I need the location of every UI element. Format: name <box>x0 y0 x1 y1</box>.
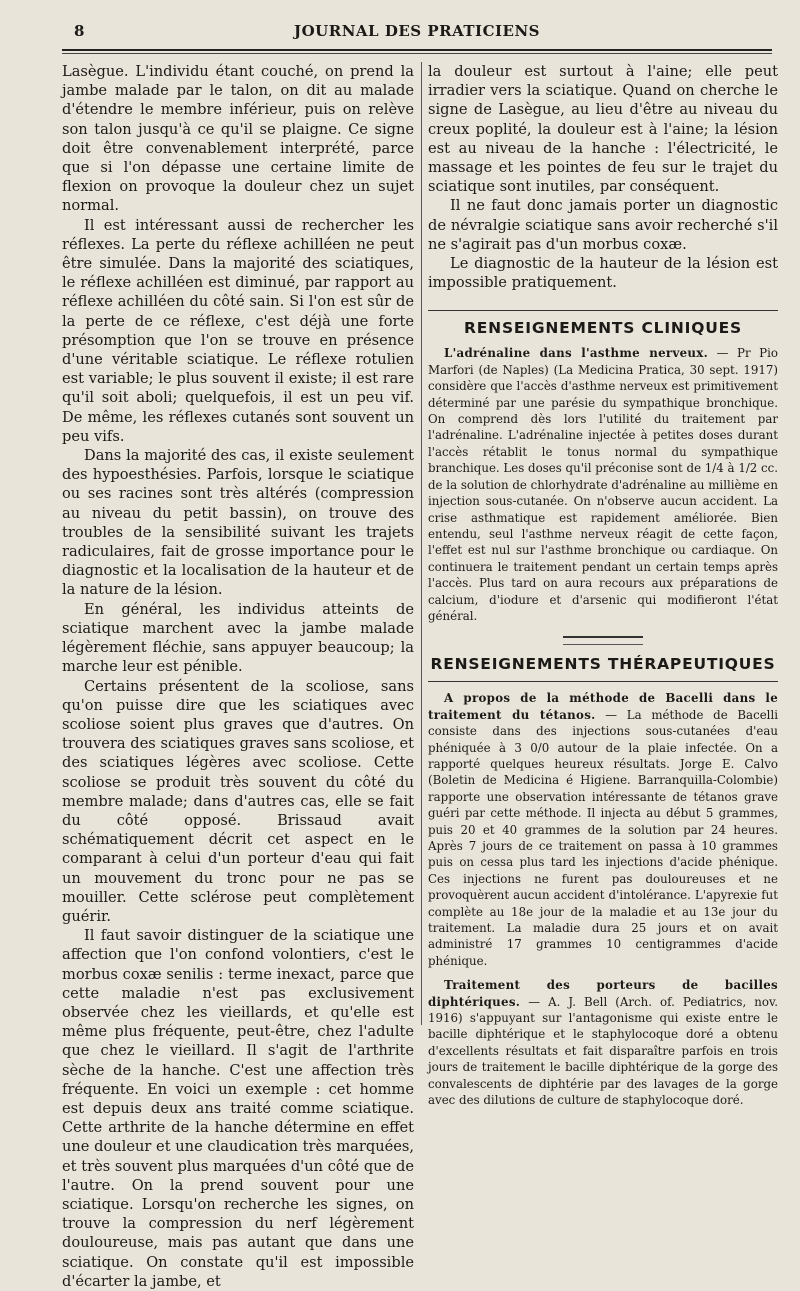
article-title-adrenaline: L'adrénaline dans l'asthme nerveux. <box>444 346 709 361</box>
paragraph-hypoesthesies: Dans la majorité des cas, il existe seulement des hypoesthésies. Parfois, lorsque le sciatique ou ses racines sont très altérés (compression au niveau du petit bassin), on trouve des troubles de la sensibilité suivant les trajets radiculaires, fait de grosse importance pour le diagnostic et la localisation de la hauteur et de la nature de la lésion. <box>62 447 414 599</box>
paragraph-hauteur-lesion: Le diagnostic de la hauteur de la lésion est impossible pratiquement. <box>428 255 778 292</box>
article-body-bacelli: — La méthode de Bacelli consiste dans des injections sous-cutanées d'eau phéniquée à 3 0/0 autour de la plaie infectée. On a rapporté quelques heureux résultats. Jorge E. Calvo (Boletin de Medicina é Higiene. Barranquilla-Colombie) rapporte une observation intéressante de tétanos grave guéri par cette méthode. Il injecta au début 5 grammes, puis 20 et 40 grammes de la solution par 24 heures. Après 7 jours de ce traitement on passa à 10 grammes puis on cessa plus tard les injections d'acide phénique. Ces injections ne furent pas douloureuses et ne provoquèrent aucun accident d'intolérance. L'apyrexie fut complète au 18e jour de la maladie et au 13e jour du traitement. La maladie dura 25 jours et on avait administré 17 grammes 10 centigrammes d'acide phénique. <box>428 707 778 968</box>
page-header <box>62 20 772 46</box>
section-title-cliniques: RENSEIGNEMENTS CLINIQUES <box>464 319 742 338</box>
paragraph-reflexes: Il est intéressant aussi de rechercher les réflexes. La perte du réflexe achilléen ne peut être simulée. Dans la majorité des sciatiques, le réflexe achilléen est diminué, par rapport au réflexe achilléen du côté sain. Si l'on est sûr de la perte de ce réflexe, c'est déjà une forte présomption que l'on se trouve en présence d'une véritable sciatique. Le réflexe rotulien est variable; le plus souvent il existe; il est rare qu'il soit aboli; quelquefois, il est un peu vif. De même, les réflexes cutanés sont souvent un peu vifs. <box>62 216 414 445</box>
separator-bar-thin <box>563 644 643 645</box>
header-rule-thin <box>62 53 772 54</box>
paragraph-douleur-aine: la douleur est surtout à l'aine; elle peut irradier vers la sciatique. Quand on cherche le signe de Lasègue, au lieu d'être au niveau du creux poplité, la douleur est à l'aine; la lésion est au niveau de la hanche : l'électricité, le massage et les pointes de feu sur le trajet du sciatique sont inutiles, par conséquent. <box>428 63 778 196</box>
article-body-adrenaline: — Pr Pio Marfori (de Naples) (La Medicina Pratica, 30 sept. 1917) considère que l'accès d'asthme nerveux est primitivement déterminé par une parésie du sympathique bronchique. On comprend dès lors l'utilité du traitement par l'adrénaline. L'adrénaline injectée à petites doses durant l'accès rétablit le tonus normal du sympathique branchique. Les doses qu'il préconise sont de 1/4 à 1/2 cc. de la solution de chlorhydrate d'adrénaline au millième en injection sous-cutanée. On n'observe aucun accident. La crise asthmatique est rapidement améliorée. Bien entendu, seul l'asthme nerveux réagit de cette façon, l'effet est nul sur l'asthme bronchique ou cardiaque. On continuera le traitement pendant un certain temps après l'accès. Plus tard on aura recours aux préparations de calcium, d'iodure et d'arsenic qui modifieront l'état général. <box>428 346 779 623</box>
paragraph-marche: En général, les individus atteints de sciatique marchent avec la jambe malade légèrement fléchie, sans appuyer beaucoup; la marche leur est pénible. <box>62 600 414 676</box>
left-column <box>62 62 414 1291</box>
article-title-diphteriques: Traitement des porteurs de bacilles diphtériques. <box>428 978 778 1009</box>
article-bacelli <box>428 690 778 969</box>
separator-bar <box>563 636 643 638</box>
right-column <box>428 62 778 1109</box>
paragraph-scoliose: Certains présentent de la scoliose, sans qu'on puisse dire que les sciatiques avec scoliose soient plus graves que d'autres. On trouvera des sciatiques graves sans scoliose, et des sciatiques légères avec scoliose. Cette scoliose se produit très souvent du côté du membre malade; dans d'autres cas, elle se fait du côté opposé. Brissaud avait schématiquement décrit cet aspect en le comparant à celui d'un porteur d'eau qui fait un mouvement du tronc pour ne pas se mouiller. Cette sclérose peut complètement guérir. <box>62 677 414 925</box>
article-title-bacelli: A propos de la méthode de Bacelli dans le traitement du tétanos. <box>428 691 778 722</box>
journal-title: JOURNAL DES PRATICIENS <box>294 22 540 40</box>
header-rule <box>62 49 772 51</box>
article-body-diphteriques: — A. J. Bell (Arch. of. Pediatrics, nov. 1916) s'appuyant sur l'antagonisme qui existe entre le bacille diphtérique et le staphylocoque doré a obtenu d'excellents résultats et fait disparaître parfois en trois jours de traitement le bacille diphtérique de la gorge des convalescents de diphtérie par des lavages de la gorge avec des dilutions de culture de staphylocoque doré. <box>428 994 778 1108</box>
section-title-therapeutiques: RENSEIGNEMENTS THÉRAPEUTIQUES <box>430 655 776 674</box>
paragraph-morbus-coxae: Il faut savoir distinguer de la sciatique une affection que l'on confond volontiers, c'est le morbus coxæ senilis : terme inexact, parce que cette maladie n'est pas exclusivement observée chez les vieillards, et qu'elle est même plus fréquente, peut-être, chez l'adulte que chez le vieillard. Il s'agit de l'arthrite sèche de la hanche. C'est une affection très fréquente. En voici un exemple : cet homme est depuis deux ans traité comme sciatique. Cette arthrite de la hanche détermine en effet une douleur et une claudication très marquées, et très souvent plus marquées d'un côté que de l'autre. On la prend souvent pour une sciatique. Lorsqu'on recherche les signes, on trouve la compression du nerf légèrement douloureuse, mais pas autant que dans une sciatique. On constate qu'il est impossible d'écarter la jambe, et <box>62 927 414 1290</box>
column-divider <box>421 62 422 1025</box>
section-cliniques <box>428 310 778 645</box>
section-rule <box>428 310 778 311</box>
article-adrenaline <box>428 345 778 624</box>
paragraph-diagnostic-nevralgie: Il ne faut donc jamais porter un diagnostic de névralgie sciatique sans avoir recherché s'il ne s'agirait pas d'un morbus coxæ. <box>428 197 778 253</box>
paragraph-lasegue: Lasègue. L'individu étant couché, on prend la jambe malade par le talon, on dit au malade d'étendre le membre inférieur, puis on relève son talon jusqu'à ce qu'il se plaigne. Ce signe doit être convenablement interprété, parce que si l'on dépasse une certaine limite de flexion on provoque la douleur chez un sujet normal. <box>62 63 414 215</box>
section-therapeutiques <box>428 655 778 1108</box>
page-number: 8 <box>74 22 85 40</box>
article-diphteriques <box>428 977 778 1108</box>
